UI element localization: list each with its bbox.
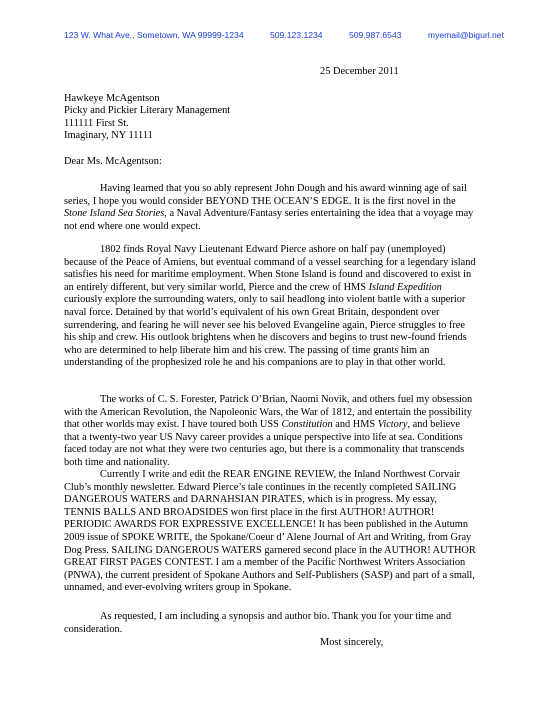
recipient-address-block	[64, 93, 230, 143]
recipient-company: Picky and Pickier Literary Management	[64, 105, 231, 117]
paragraph-3-italic-1: Constitution	[281, 419, 333, 431]
paragraph-1	[64, 183, 476, 233]
paragraph-2-italic: Island Expedition	[368, 281, 442, 293]
letterhead-address: 123 W. What Ave., Sometown, WA 99999-1234	[64, 30, 244, 40]
paragraph-2-text-b: curiously explore the surrounding waters, only to sail headlong into violent battle with a superior naval force. Detained by that world’s equivalent of his own Great Britain, despondent over surrendering, and fearing he will never see his beloved Evangeline again, Pierce struggles to free his ship and crew. His outlook brightens when he discovers and begins to trust new-found friends who are determined to help liberate him and his crew. The passing of time grants him an understanding of the prophesized role he and his companions are to play in that other world.	[64, 294, 467, 369]
paragraph-3-text-a: The works of C. S. Forester, Patrick O’Brian, Naomi Novik, and others fuel my obsession with the American Revolution, the Napoleonic Wars, the War of 1812, and entertain the possibility that other worlds may exist. I have toured both USS	[64, 394, 473, 431]
paragraph-1-text-a: Having learned that you so ably represent John Dough and his award winning age of sail series, I hope you would consider BEYOND THE OCEAN’S EDGE. It is the first novel in the	[64, 183, 467, 207]
letterhead-phone-1: 509.123.1234	[270, 30, 323, 40]
letterhead-email: myemail@bigurl.net	[427, 30, 504, 40]
paragraph-3-text-b: and HMS	[332, 419, 378, 431]
closing: Most sincerely,	[320, 637, 384, 648]
recipient-name: Hawkeye McAgentson	[64, 93, 160, 104]
paragraph-1-text-b: , a Naval Adventure/Fantasy series entertaining the idea that a voyage may not end where one would expect.	[64, 208, 474, 232]
letterhead	[64, 30, 504, 40]
salutation: Dear Ms. McAgentson:	[64, 156, 162, 167]
paragraph-1-italic: Stone Island Sea Stories	[64, 208, 165, 220]
paragraph-5	[64, 611, 476, 636]
paragraph-4	[64, 469, 476, 595]
recipient-street: 111111 First St.	[64, 117, 129, 129]
letter-date: 25 December 2011	[320, 66, 399, 77]
paragraph-3	[64, 394, 476, 470]
paragraph-5-text: As requested, I am including a synopsis and author bio. Thank you for your time and consideration.	[64, 611, 452, 635]
letterhead-phone-2: 509.987.6543	[348, 30, 402, 40]
paragraph-2	[64, 244, 476, 370]
paragraph-4-text: Currently I write and edit the REAR ENGINE REVIEW, the Inland Northwest Corvair Club’s monthly newsletter. Edward Pierce’s tale continues in the recently completed SAILING DANGEROUS WATERS and DARNAHSIAN PIRATES, which is in progress. My essay, TENNIS BALLS AND BROADSIDES won first place in the first AUTHOR! AUTHOR! PERIODIC AWARDS FOR EXPRESSIVE EXCELLENCE! It has been published in the Autumn 2009 issue of SPOKE WRITE, the Spokane/Coeur d’ Alene Journal of Art and Writing, from Gray Dog Press. SAILING DANGEROUS WATERS garnered second place in the AUTHOR! AUTHOR GREAT FIRST PAGES CONTEST. I am a member of the Pacific Northwest Writers Association (PNWA), the current president of Spokane Authors and Self-Publishers (SASP) and part of a small, unnamed, and ever-evolving writers group in Spokane.	[64, 469, 476, 594]
paragraph-2-text-a: 1802 finds Royal Navy Lieutenant Edward Pierce ashore on half pay (unemployed) because of the Peace of Amiens, but eventual command of a vessel searching for a legendary island satisfies his need for maritime employment. When Stone Island is found and discovered to exist in an entirely different, but very similar world, Pierce and the crew of HMS	[64, 244, 476, 293]
paragraph-3-italic-2: Victory	[377, 419, 408, 431]
paragraph-3-text-c: , and believe that a twenty-two year US Navy career provides a unique perspective into life at sea. Conditions faced today are not what they were two centuries ago, but there is a commonality that transcends both time and nationality.	[64, 419, 465, 468]
recipient-city: Imaginary, NY 11111	[64, 130, 153, 142]
